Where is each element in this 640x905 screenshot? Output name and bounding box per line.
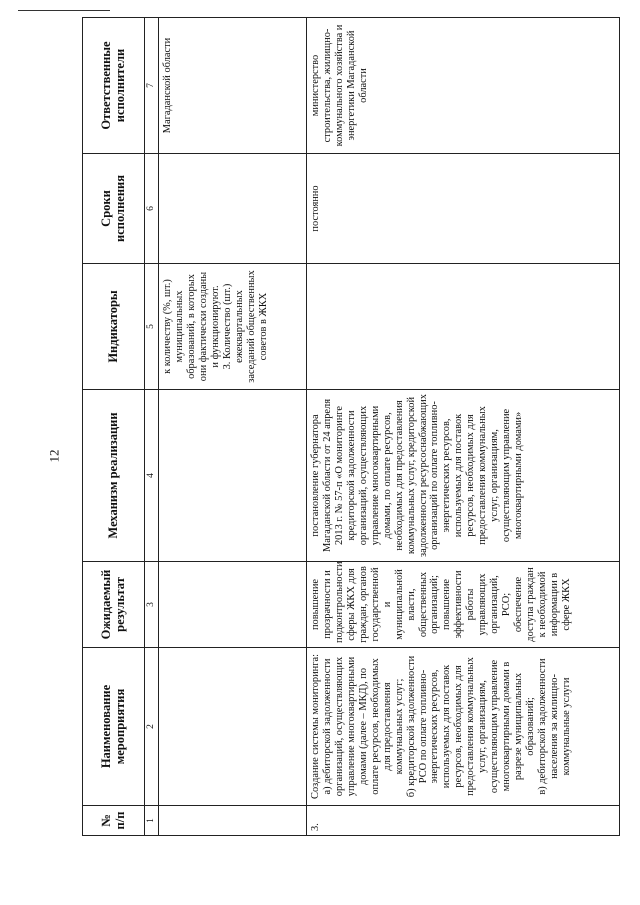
row3-responsible: министерство строительства, жилищно-коммунального хозяйства и энергетики Магаданской области	[306, 18, 619, 154]
table-row-3	[306, 18, 619, 836]
cont-indicators: к количеству (%, шт.) муниципальных образований, в которых они фактически созданы и функционируют. 3. Количество (шт.) ежеквартальных заседаний общественных советов в ЖКХ	[158, 264, 306, 390]
top-rule	[18, 10, 110, 11]
page-number: 12	[46, 449, 62, 463]
colnum-4: 4	[145, 390, 159, 562]
row3-name: Создание системы мониторинга: а) дебиторской задолженности организаций, осуществляющих управление многоквартирными домами (далее – МКД), по оплате ресурсов, необходимых для предоставления коммунальных услуг; б) кредиторской задолженности РСО по оплате топливно-энергетических ресурсов, используемых для поставок ресурсов, необходимых для предоставления коммунальных услуг, организациям, осуществляющим управление многоквартирными домами в разрезе муниципальных образований; в) дебиторской задолженности населения за жилищно-коммунальные услуги	[306, 648, 619, 806]
header-indicators: Индикаторы	[83, 264, 145, 390]
row3-num: 3.	[306, 806, 619, 836]
header-mechanism: Механизм реализации	[83, 390, 145, 562]
colnum-6: 6	[145, 154, 159, 264]
cont-mechanism	[158, 390, 306, 562]
cont-name	[158, 648, 306, 806]
cont-result	[158, 562, 306, 648]
header-name: Наименование мероприятия	[83, 648, 145, 806]
row3-indicators	[306, 264, 619, 390]
table-inner	[82, 18, 620, 836]
colnum-2: 2	[145, 648, 159, 806]
colnum-3: 3	[145, 562, 159, 648]
measures-table	[82, 17, 620, 836]
cont-responsible: Магаданской области	[158, 18, 306, 154]
colnum-1: 1	[145, 806, 159, 836]
colnum-7: 7	[145, 18, 159, 154]
cont-deadline	[158, 154, 306, 264]
column-number-row	[145, 18, 159, 836]
header-row	[83, 18, 145, 836]
row3-mechanism: постановление губернатора Магаданской области от 24 апреля 2013 г. № 57-п «О мониторинге кредиторской задолженности организаций, осуществляющих управление многоквартирными домами, по оплате ресурсов, необходимых для предоставления коммунальных услуг, кредиторской задолженности ресурсоснабжающих организаций по оплате топливно-энергетических ресурсов, используемых для поставок ресурсов, необходимых для предоставления коммунальных услуг, организациям, осуществляющим управление многоквартирными домами»	[306, 390, 619, 562]
header-num: № п/п	[83, 806, 145, 836]
row3-deadline: постоянно	[306, 154, 619, 264]
table-rotated-wrapper	[82, 18, 620, 836]
row3-result: повышение прозрачности и подконтрольности сферы ЖКХ для граждан, органов государственной и муниципальной власти, общественных организаций; повышение эффективности работы управляющих организаций, РСО; обеспечение доступа граждан к необходимой информации в сфере ЖКХ	[306, 562, 619, 648]
table-row-continuation	[158, 18, 306, 836]
cont-num	[158, 806, 306, 836]
header-deadline: Сроки исполнения	[83, 154, 145, 264]
header-result: Ожидаемый результат	[83, 562, 145, 648]
header-responsible: Ответственные исполнители	[83, 18, 145, 154]
colnum-5: 5	[145, 264, 159, 390]
